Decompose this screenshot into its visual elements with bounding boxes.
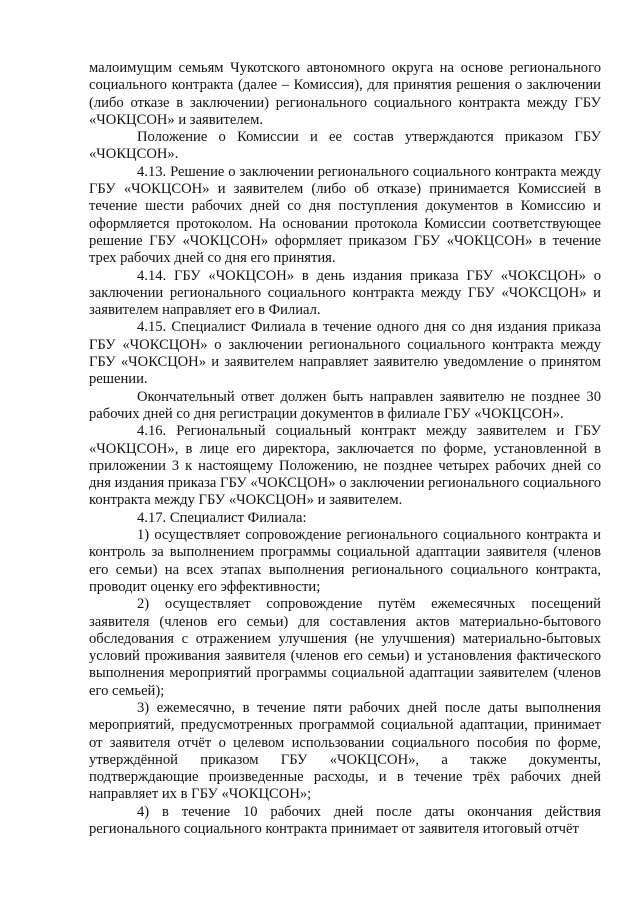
paragraph-4-13: 4.13. Решение о заключении регионального социального контракта между ГБУ «ЧОКЦСОН» и заявителем (либо об отказе) принимается Комиссией в течение шести рабочих дней со дня поступления документов в Комиссию и оформляется протоколом. На основании протокола Комиссии соответствующее решение ГБУ «ЧОКЦСОН» оформляет приказом ГБУ «ЧОКЦСОН» в течение трех рабочих дней со дня его принятия. xyxy=(89,163,601,267)
list-item-1: 1) осуществляет сопровождение регионального социального контракта и контроль за выполнением программы социальной адаптации заявителя (членов его семьи) на всех этапах выполнения регионального социального контракта, проводит оценку его эффективности; xyxy=(89,527,601,595)
list-item-3: 3) ежемесячно, в течение пяти рабочих дней после даты выполнения мероприятий, предусмотренных программой социальной адаптации, принимает от заявителя отчёт о целевом использовании социального пособия по форме, утверждённой приказом ГБУ «ЧОКЦСОН», а также документы, подтверждающие произведенные расходы, и в течение трёх рабочих дней направляет их в ГБУ «ЧОКЦСОН»; xyxy=(89,699,601,803)
paragraph-commission-definition: малоимущим семьям Чукотского автономного округа на основе регионального социального контракта (далее – Комиссия), для принятия решения о заключении (либо отказе в заключении) регионального социального контракта между ГБУ «ЧОКЦСОН» и заявителем. xyxy=(89,60,601,128)
paragraph-commission-regulation: Положение о Комиссии и ее состав утверждаются приказом ГБУ «ЧОКЦСОН». xyxy=(89,129,601,163)
paragraph-4-15: 4.15. Специалист Филиала в течение одного дня со дня издания приказа ГБУ «ЧОКСЦОН» о заключении регионального социального контракта между ГБУ «ЧОКСЦОН» и заявителем направляет заявителю уведомление о принятом решении. xyxy=(89,319,601,388)
list-item-2: 2) осуществляет сопровождение путём ежемесячных посещений заявителя (членов его семьи) для составления актов материально-бытового обследования с отражением улучшения (не улучшения) материально-бытовых условий проживания заявителя (членов его семьи) и установления фактического выполнения мероприятий программы социальной адаптации заявителем (членов его семьей); xyxy=(89,596,601,699)
paragraph-4-17: 4.17. Специалист Филиала: xyxy=(137,509,307,526)
list-item-4: 4) в течение 10 рабочих дней после даты окончания действия регионального социального контракта принимает от заявителя итоговый отчёт xyxy=(89,803,601,838)
paragraph-4-14: 4.14. ГБУ «ЧОКЦСОН» в день издания приказа ГБУ «ЧОКСЦОН» о заключении регионального социального контракта между ГБУ «ЧОКСЦОН» и заявителем направляет его в Филиал. xyxy=(89,267,601,319)
paragraph-final-answer: Окончательный ответ должен быть направлен заявителю не позднее 30 рабочих дней со дня регистрации документов в филиале ГБУ «ЧОКЦСОН». xyxy=(89,388,601,422)
paragraph-4-16: 4.16. Региональный социальный контракт между заявителем и ГБУ «ЧОКЦСОН», в лице его директора, заключается по форме, установленной в приложении 3 к настоящему Положению, не позднее четырех рабочих дней со дня издания приказа ГБУ «ЧОКСЦОН» о заключении регионального социального контракта между ГБУ «ЧОКСЦОН» и заявителем. xyxy=(89,423,601,509)
document-page xyxy=(89,60,601,838)
